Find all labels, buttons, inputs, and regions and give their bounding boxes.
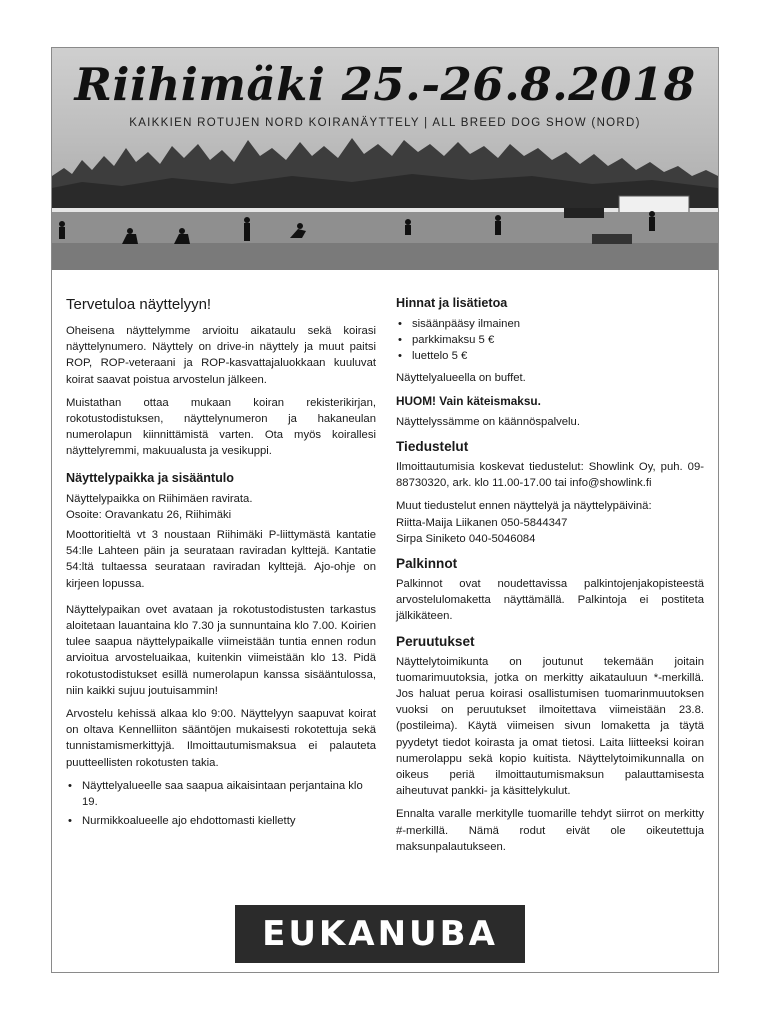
welcome-heading: Tervetuloa näyttelyyn! bbox=[66, 296, 212, 313]
inquiries-paragraph-2: Muut tiedustelut ennen näyttelyä ja näyttelypäivinä: bbox=[396, 500, 652, 513]
buffet-note: Näyttelyalueella on buffet. bbox=[396, 371, 526, 384]
event-title: Riihimäki 25.-26.8.2018 bbox=[74, 58, 696, 111]
prizes-paragraph: Palkinnot ovat noudettavissa palkintojenjakopisteestä arvostelulomaketta näyttämällä. Palkintoja ei postiteta jälkikäteen. bbox=[396, 578, 704, 623]
prices-heading: Hinnat ja lisätietoa bbox=[396, 296, 508, 310]
cancellations-heading: Peruutukset bbox=[396, 633, 475, 649]
prices-list bbox=[396, 316, 704, 365]
cancellations-paragraph: Näyttelytoimikunta on joutunut tekemään joitain tuomarimuutoksia, jotka on merkitty aikatauluun *-merkillä. Jos haluat perua koirasi osallistumisen tuomarinmuutoksen vuoksi on peruutukset ilmoitettava viimeistään 23.8. (postileima). Käytä viimeisen sivun lomaketta ja täytä pyydetyt tiedot koirasta ja omat tietosi. Laita liitteeksi koiran numerolappu sekä kopio kuitista. Näyttelytoimikunnalla on oikeus periä ilmoittautumismaksun palauttamisesta aiheutuvat pankki- ja käsittelykulut. bbox=[396, 655, 704, 798]
list-item: • luettelo 5 € bbox=[396, 348, 704, 364]
venue-info bbox=[66, 491, 376, 523]
cash-only-note: HUOM! Vain käteismaksu. bbox=[396, 393, 541, 408]
right-column bbox=[396, 295, 704, 862]
header-banner bbox=[52, 48, 718, 270]
inquiries-paragraph: Ilmoittautumisia koskevat tiedustelut: Showlink Oy, puh. 09-88730320, ark. klo 11.00-17.00 tai info@showlink.fi bbox=[396, 461, 704, 490]
gates-paragraph: Näyttelypaikan ovet avataan ja rokotustodistusten tarkastus aloitetaan lauantaina klo 7.30 ja sunnuntaina klo 7.00. Koirien tulee saapua näyttelypaikalle viimeistään tuntia ennen rodun arvioitua arvosteluaikaa, kuitenkin viimeistään klo 13. Pidä rokotustodistukset esillä numerolapun kanssa sisääntulossa, niin kaikki sujuu joutuisammin! bbox=[66, 603, 376, 697]
sponsor-logo-text: EUKANUBA bbox=[262, 914, 498, 954]
sponsor-logo bbox=[235, 905, 525, 963]
list-item: • sisäänpääsy ilmainen bbox=[396, 316, 704, 332]
judging-paragraph: Arvostelu kehissä alkaa klo 9:00. Näyttelyyn saapuvat koirat on oltava Kennelliiton sääntöjen mukaisesti rokotettuja sekä tunnistamismerkittyjä. Ilmoittautumismaksua ei palauteta puutteellisten rokotusten takia. bbox=[66, 708, 376, 769]
cancellations-paragraph-2: Ennalta varalle merkitylle tuomarille tehdyt siirrot on merkitty #-merkillä. Nämä rodut eivät ole oikeutettuja maksunpalautukseen. bbox=[396, 808, 704, 853]
contacts bbox=[396, 515, 704, 547]
left-column bbox=[66, 295, 376, 834]
event-subtitle: KAIKKIEN ROTUJEN NORD KOIRANÄYTTELY | ALL BREED DOG SHOW (NORD) bbox=[129, 117, 641, 129]
venue-name: Näyttelypaikka on Riihimäen ravirata. bbox=[66, 492, 253, 505]
inquiries-heading: Tiedustelut bbox=[396, 439, 469, 455]
contact-name: Sirpa Siniketo 040-5046084 bbox=[396, 532, 536, 545]
reverse-order-note: Näyttelyssämme on käännöspalvelu. bbox=[396, 415, 580, 428]
contact-name: Riitta-Maija Liikanen 050-5844347 bbox=[396, 516, 568, 529]
list-item: • Nurmikkoalueelle ajo ehdottomasti kielletty bbox=[66, 813, 376, 829]
rules-list bbox=[66, 778, 376, 830]
venue-heading: Näyttelypaikka ja sisääntulo bbox=[66, 470, 234, 485]
list-item: • Näyttelyalueelle saa saapua aikaisintaan perjantaina klo 19. bbox=[66, 778, 376, 810]
intro-paragraph: Oheisena näyttelymme arvioitu aikataulu sekä koirasi näyttelynumero. Näyttely on drive-in näyttely ja muut paitsi ROP, ROP-veteraani ja ROP-kasvattajaluokkaan kuuluvat koirat saavat poistua arvostelun jälkeen. bbox=[66, 325, 376, 386]
flyer-frame bbox=[51, 47, 719, 973]
list-item: • parkkimaksu 5 € bbox=[396, 332, 704, 348]
prizes-heading: Palkinnot bbox=[396, 556, 458, 572]
directions-paragraph: Moottoritieltä vt 3 noustaan Riihimäki P-liittymästä kantatie 54:lle Lahteen päin ja seurataan raviradan kylttejä. Kantatie 54:ltä tultaessa seurataan raviradan kylttejä. Ajo-ohje on kirjeen lopussa. bbox=[66, 529, 376, 590]
checklist-paragraph: Muistathan ottaa mukaan koiran rekisterikirjan, rokotustodistuksen, näyttelynumeron ja hakaneulan numerolapun kiinnittämistä varten. Ota myös koirallesi näyttelyremmi, makuualusta ja vesikuppi. bbox=[66, 396, 376, 458]
venue-address: Osoite: Oravankatu 26, Riihimäki bbox=[66, 508, 232, 521]
